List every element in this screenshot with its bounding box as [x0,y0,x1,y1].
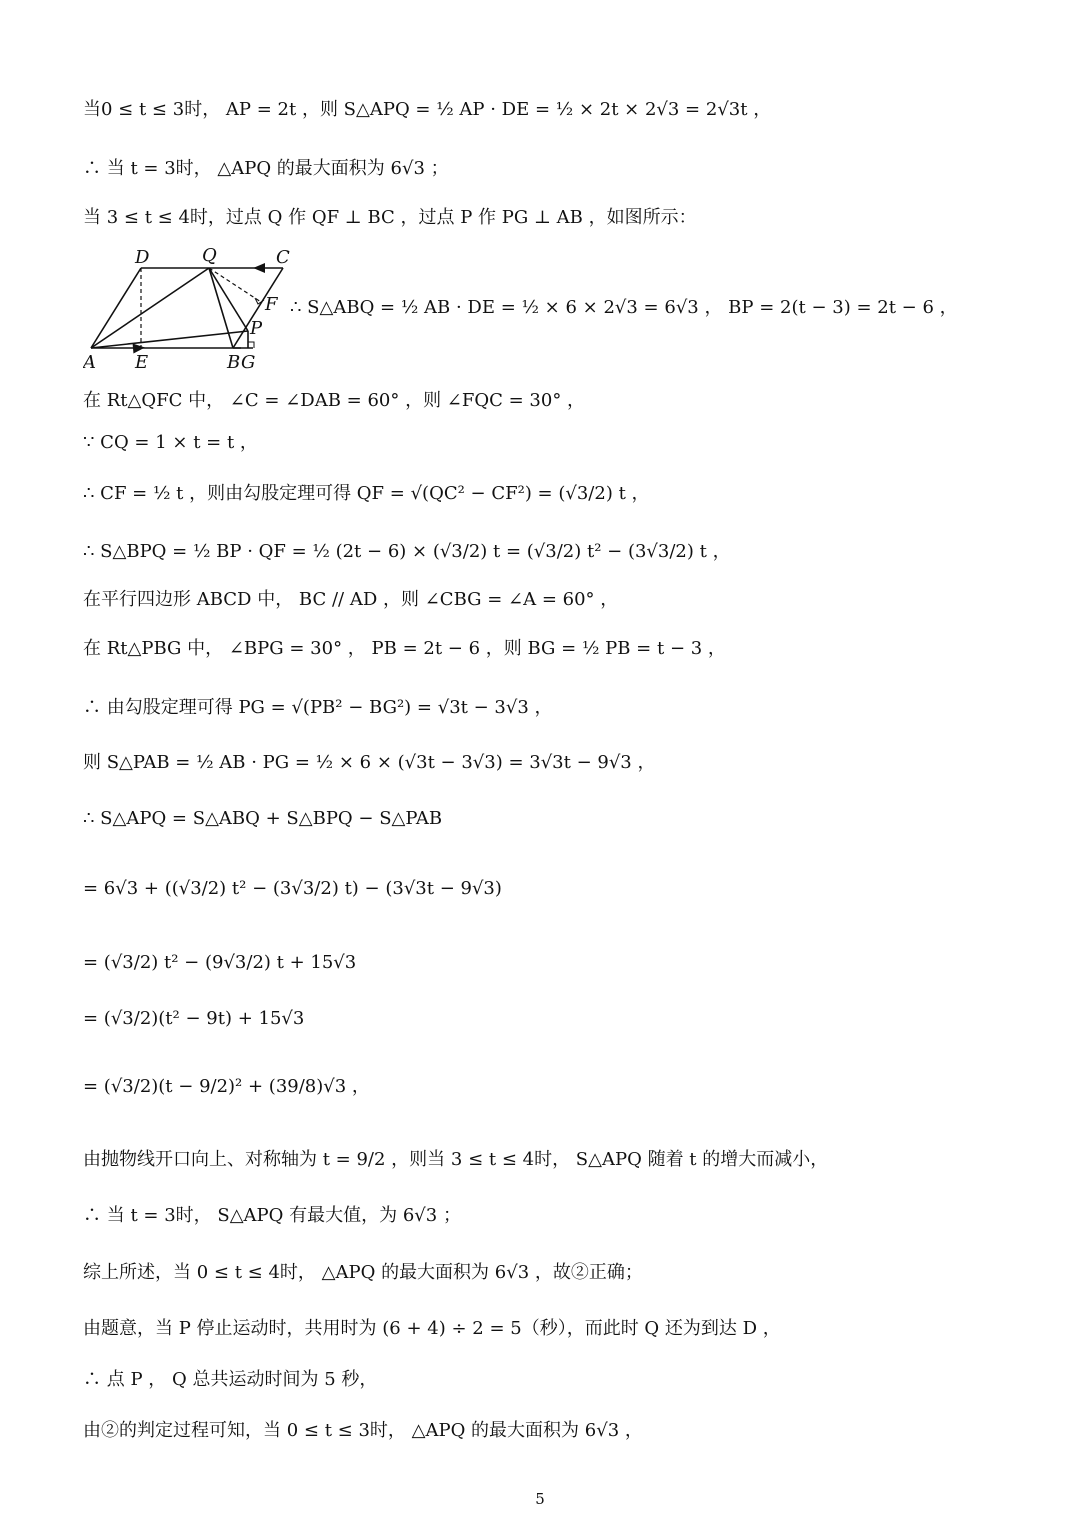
label-D: D [135,247,150,268]
label-F: F [265,294,278,315]
text-line-21: 由题意，当 P 停止运动时，共用时为 (6 + 4) ÷ 2 = 5（秒），而此时 Q 还为到达 D ， [83,1318,781,1339]
text-line-16: = (√3/2)(t² − 9t) + 15√3 [83,1008,305,1029]
text-line-17: = (√3/2)(t − 9/2)² + (39/8)√3 ， [83,1076,370,1097]
text-line-22: ∴ 点 P ， Q 总共运动时间为 5 秒， [83,1369,378,1390]
text-line-15: = (√3/2) t² − (9√3/2) t + 15√3 [83,952,357,973]
text-line-7: ∴ CF = ½ t ，则由勾股定理可得 QF = √(QC² − CF²) = (√3/2) t ， [83,483,650,504]
page-number: 5 [535,1490,545,1508]
text-line-8: ∴ S△BPQ = ½ BP · QF = ½ (2t − 6) × (√3/2) t = (√3/2) t² − (3√3/2) t ， [83,541,731,562]
label-E: E [135,352,149,373]
text-line-6: ∵ CQ = 1 × t = t ， [83,432,258,453]
label-B: B [227,352,241,373]
text-line-23: 由②的判定过程可知，当 0 ≤ t ≤ 3时， △APQ 的最大面积为 6√3 ， [83,1420,643,1441]
text-line-5: 在 Rt△QFC 中， ∠C = ∠DAB = 60° ，则 ∠FQC = 30° ， [83,390,586,411]
text-line-20: 综上所述，当 0 ≤ t ≤ 4时， △APQ 的最大面积为 6√3 ，故②正确； [83,1262,643,1283]
text-line-13: ∴ S△APQ = S△ABQ + S△BPQ − S△PAB [83,808,443,829]
label-G: G [241,352,256,373]
text-line-18: 由抛物线开口向上、对称轴为 t = 9/2 ，则当 3 ≤ t ≤ 4时， S△APQ 随着 t 的增大而减小， [83,1149,829,1170]
text-line-12: 则 S△PAB = ½ AB · PG = ½ × 6 × (√3t − 3√3) = 3√3t − 9√3 ， [83,752,656,773]
label-C: C [276,247,290,268]
text-line-1: 当0 ≤ t ≤ 3时， AP = 2t ，则 S△APQ = ½ AP · DE = ½ × 2t × 2√3 = 2√3t ， [83,99,772,120]
label-Q: Q [202,245,217,266]
label-P: P [250,318,263,339]
parallelogram-diagram [83,243,293,373]
text-line-10: 在 Rt△PBG 中， ∠BPG = 30° ， PB = 2t − 6 ，则 BG = ½ PB = t − 3 ， [83,638,726,659]
text-line-19: ∴ 当 t = 3时， S△APQ 有最大值，为 6√3 ； [83,1205,461,1226]
text-line-14: = 6√3 + ((√3/2) t² − (3√3/2) t) − (3√3t − 9√3) [83,878,502,899]
text-line-4: ∴ S△ABQ = ½ AB · DE = ½ × 6 × 2√3 = 6√3 ， BP = 2(t − 3) = 2t − 6 ， [290,297,958,318]
label-A: A [83,352,96,373]
text-line-9: 在平行四边形 ABCD 中， BC // AD ，则 ∠CBG = ∠A = 60° ， [83,589,619,610]
text-line-3: 当 3 ≤ t ≤ 4时，过点 Q 作 QF ⊥ BC ，过点 P 作 PG ⊥ AB ，如图所示： [83,207,697,228]
text-line-2: ∴ 当 t = 3时， △APQ 的最大面积为 6√3 ； [83,158,449,179]
text-line-11: ∴ 由勾股定理可得 PG = √(PB² − BG²) = √3t − 3√3 ， [83,697,553,718]
